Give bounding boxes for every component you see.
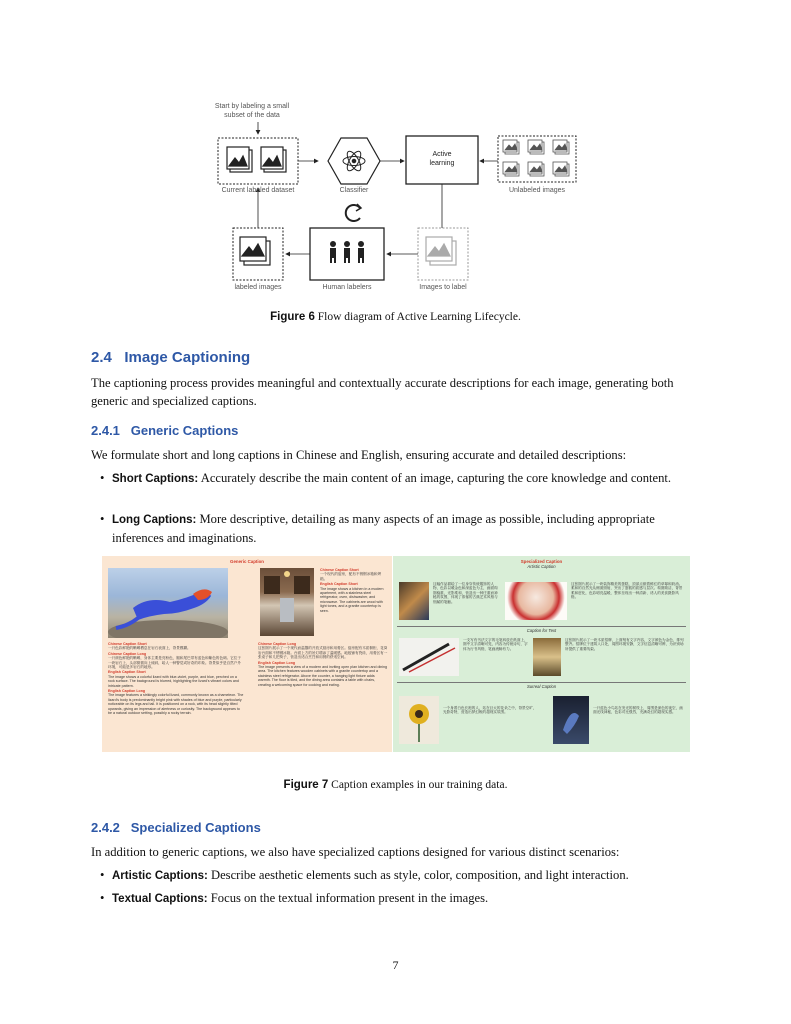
classifier-label: Classifier — [339, 187, 369, 194]
bullet-label: Textual Captions: — [112, 893, 208, 905]
sign-image — [533, 638, 561, 676]
artistic-caption-2: 这张图片展示了一块装饰精美的蛋糕，顶部点缀着鲜红的草莓和奶油。柔和的自然光从侧面照射，突出了蛋糕的质感与层次。构图简洁，背景柔和虚化，色彩明亮温暖，整体呈现出一种清新、诱人的美食摄影风格。 — [571, 582, 683, 600]
kitchen-en-long-text: The image presents a view of a modern and inviting open plan kitchen and dining area. The kitchen features wooden cabinets with a granite countertop and a stainless steel refrigerator. Above the counter, a hanging light fixture adds warmth. The floor is tiled, and the dining area contains a table with chairs, creating a welcoming space for cooking and eating. — [258, 665, 388, 687]
section-2-4-2-paragraph: In addition to generic captions, we also have specialized captions designed for various distinct scenarios: — [91, 845, 620, 859]
bullet-text: More descriptive, detailing as many aspects of an image as possible, including appropriate inferences and imaginations. — [112, 512, 655, 545]
section-title: Image Captioning — [124, 349, 251, 366]
lizard-cn-short-label: Chinese Caption Short — [108, 642, 147, 646]
section-number: 2.4.2 — [91, 820, 120, 835]
current-labeled-label: Current labeled dataset — [221, 187, 295, 194]
bullet-text: Focus on the textual information present in the images. — [210, 891, 489, 905]
atom-icon — [343, 149, 365, 173]
bullet-dot: • — [100, 471, 105, 485]
section-title: Specialized Captions — [130, 820, 261, 835]
kitchen-cn-long-text: 这张图片展示了一个现代而温馨的开放式厨房和用餐区。厨房配有木质橱柜、花岗岩台面和不锈钢冰箱。台面上方的吊灯增添了温暖感。地板铺有瓷砖，用餐区有一张桌子和几把椅子，营造出适合烹饪和用餐的舒适空间。 — [258, 646, 388, 660]
text-caption-2: 这张图片展示了一块木质招牌，上面刻有文字内容，文字颜色为金色，排列整齐。招牌位于建筑入口处，周围环境安静，文字信息清晰可辨，为识别场所提供了重要线索。 — [565, 638, 684, 651]
artistic-subheader: Artistic Caption — [527, 564, 556, 569]
figure-7 — [102, 556, 690, 752]
scroll-image — [399, 638, 459, 676]
image-icon — [227, 147, 286, 172]
figure-6 — [200, 98, 590, 298]
bullet-item — [100, 511, 702, 547]
start-label: Start by labeling a small subset of the data — [214, 103, 290, 119]
figure-7-number: Figure 7 — [283, 779, 329, 791]
kitchen-en-short-label: English Caption Short — [320, 582, 358, 587]
figure-7-caption — [0, 779, 791, 791]
bullet-label: Long Captions: — [112, 514, 197, 526]
surreal-caption-1: 一个身着白色长袍的人，站在巨大的花朵之中，背景空旷，光影奇特，营造出梦幻般的超现实氛围。 — [443, 706, 537, 715]
text-caption-1: 一支写有书法文字的毛笔斜放在纸面上，图中文字清晰可见，内容为传统诗句，字体为行书风格，笔画流畅有力。 — [463, 638, 528, 651]
bullet-item — [100, 470, 702, 489]
section-number: 2.4.1 — [91, 423, 120, 438]
bullet-dot: • — [100, 891, 105, 905]
flow-diagram — [200, 98, 590, 298]
section-2-4-1-paragraph: We formulate short and long captions in Chinese and English, ensuring accurate and detailed descriptions: — [91, 448, 627, 462]
human-labelers-label: Human labelers — [322, 284, 372, 291]
text-subheader: Caption for Text — [526, 628, 557, 633]
kitchen-en-short-text: The image shows a kitchen in a modern apartment, with a stainless steel refrigerator, oven, dishwasher, and microwave. The cabinets are wood with light tones, and a granite countertop is seen. — [320, 586, 384, 613]
active-learning-label: Active learning — [429, 151, 455, 167]
surreal-caption-2: 一只蓝色小鸟站在发光的树枝上，周围是深色的夜空，画面光线神秘，色彩对比强烈，充满奇幻的超现实感。 — [593, 706, 683, 715]
flower-image — [399, 696, 439, 744]
bullet-label: Artistic Captions: — [112, 870, 208, 882]
bullet-item — [100, 867, 702, 886]
figure-6-caption — [0, 311, 791, 323]
kitchen-en-long-label: English Caption Long — [258, 660, 296, 665]
bullet-item — [100, 890, 702, 909]
bullet-text: Describe aesthetic elements such as style, color, composition, and light interaction. — [211, 868, 629, 882]
bullet-dot: • — [100, 512, 105, 526]
bullet-dot: • — [100, 868, 105, 882]
section-2-4-paragraph: The captioning process provides meaningful and contextually accurate descriptions for each image, generating both generic and specialized captions. — [91, 376, 674, 408]
labeled-label: labeled images — [234, 284, 282, 291]
figure-7-text: Caption examples in our training data. — [331, 779, 508, 791]
section-2-4-2-heading — [91, 820, 261, 835]
page-number: 7 — [392, 958, 399, 972]
specialized-caption-panel — [393, 556, 690, 752]
lizard-cn-short-text: 一只色彩鲜艳的蜥蜴栖息在岩石表面上，背景模糊。 — [108, 646, 191, 651]
figure-6-text: Flow diagram of Active Learning Lifecycle. — [317, 311, 521, 323]
lizard-en-long-label: English Caption Long — [108, 689, 146, 694]
kitchen-image — [260, 568, 314, 636]
kitchen-cn-short-text: 一个现代的厨房，配有不锈钢冰箱和烤箱。 — [320, 572, 382, 581]
unlabeled-label: Unlabeled images — [508, 187, 566, 194]
section-number: 2.4 — [91, 349, 112, 366]
surreal-subheader: Surreal Caption — [526, 684, 557, 689]
lizard-image — [108, 568, 228, 638]
bird-image — [553, 696, 589, 744]
section-title: Generic Captions — [130, 423, 239, 438]
kitchen-cn-short-label: Chinese Caption Short — [320, 568, 359, 572]
bullet-label: Short Captions: — [112, 473, 199, 485]
section-2-4-1-heading — [91, 423, 238, 438]
bullet-text: Accurately describe the main content of an image, capturing the core knowledge and content. — [200, 471, 672, 485]
artistic-image — [399, 582, 429, 620]
lizard-en-short-text: The image shows a colorful lizard with blue-violet, purple, and blue, perched on a rock surface. The background is blurred, highlighting the lizard's vibrant colors and intricate pattern. — [108, 674, 239, 688]
lizard-cn-long-text: 一只颜色鲜艳的蜥蜴，身体主要是亮粉色，腿和尾巴带有蓝色和紫色的色调。它位于一块岩石上，头部微微向上倾斜，给人一种警觉或好奇的印象。背景似乎是自然户外环境，可能是多岩石的地形。 — [108, 656, 241, 670]
artistic-caption-1: 这幅作品描绘了一位身穿传统服饰的人物，色彩以暖金色和深蓝色为主，画面构图稳重，光影柔和，营造出一种庄重而神秘的氛围，体现了浓郁的古典艺术风格与细腻的笔触。 — [433, 582, 498, 604]
lizard-cn-long-label: Chinese Caption Long — [108, 651, 147, 656]
specialized-header: Specialized Caption — [520, 559, 563, 564]
generic-caption-panel — [102, 556, 392, 752]
cake-image — [505, 582, 567, 620]
lizard-en-short-label: English Caption Short — [108, 670, 146, 675]
kitchen-cn-long-label: Chinese Caption Long — [258, 642, 297, 646]
lizard-en-long-text: The image features a strikingly colorful lizard, commonly known as a chameleon. The lizard's body is predominantly bright pink with shades of blue and purple, particularly noticeable on its legs and tail. It is positioned on a rock, with its head slightly tilted upwards, giving an impression of alertness or curiosity. The background appears to be a natural outdoor setting, possibly a rocky terrain. — [108, 693, 244, 716]
images-to-label-label: Images to label — [419, 284, 467, 291]
section-2-4-heading — [91, 349, 250, 366]
people-icon — [330, 241, 364, 263]
refresh-icon — [346, 204, 361, 221]
generic-header: Generic Caption — [230, 559, 264, 564]
figure-6-number: Figure 6 — [270, 311, 315, 323]
